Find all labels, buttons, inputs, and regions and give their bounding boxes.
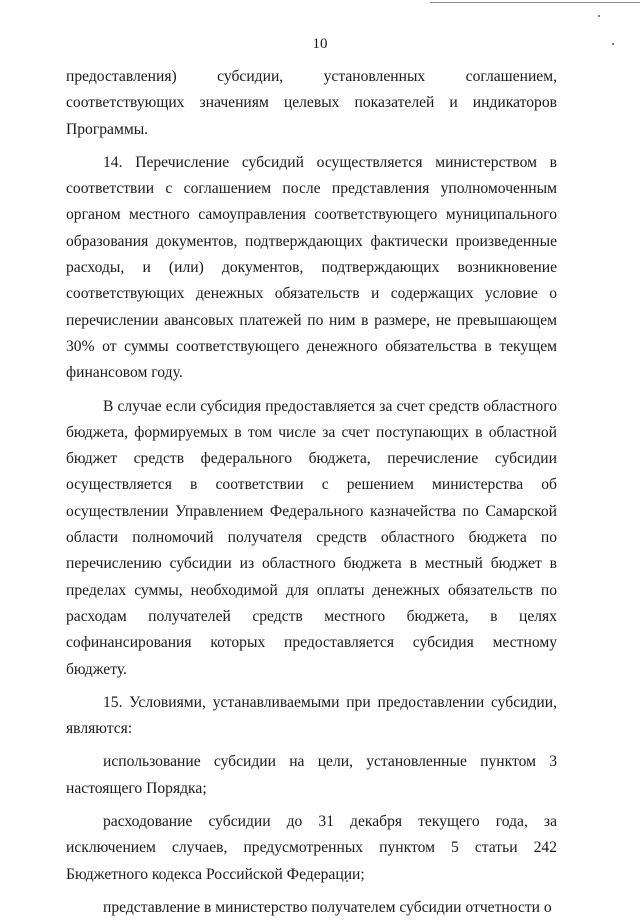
scan-speck [598, 15, 600, 17]
paragraph-regional-budget: В случае если субсидия предоставляется за счет средств областного бюджета, формируемых в том числе за счет поступающих в областной бюджет средств федерального бюджета, перечисление субсидии осуществляется в соответствии с решением министерства об осуществлении Управлением Федерального казначейства по Самарской области полномочий получателя средств областного бюджета по перечислению субсидии из областного бюджета в местный бюджет в пределах суммы, необходимой для оплаты денежных обязательств по расходам получателей средств местного бюджета, в целях софинансирования которых предоставляется субсидия местному бюджету. [66, 397, 557, 678]
paragraph-continuation: предоставления) субсидии, установленных соглашением, соответствующих значениям целевых показателей и индикаторов Программы. [66, 68, 557, 138]
paragraph-condition-use: использование субсидии на цели, установленные пунктом 3 настоящего Порядка; [66, 753, 557, 797]
scan-edge-line [430, 2, 640, 3]
paragraph-condition-spending: расходование субсидии до 31 декабря текущего года, за исключением случаев, предусмотренных пунктом 5 статьи 242 Бюджетного кодекса Российской Федерации; [66, 813, 557, 883]
document-body [66, 64, 557, 921]
paragraph-condition-reporting: представление в министерство получателем субсидии отчетности о [103, 898, 552, 916]
paragraph-item-15: 15. Условиями, устанавливаемыми при предоставлении субсидии, являются: [66, 693, 557, 738]
page-number: 10 [312, 36, 328, 52]
paragraph-item-14: 14. Перечисление субсидий осуществляется министерством в соответствии с соглашением после представления уполномоченным органом местного самоуправления соответствующего муниципального образования документов, подтверждающих фактически произведенные расходы, и (или) документов, подтверждающих возникновение соответствующих денежных обязательств и содержащих условие о перечислении авансовых платежей по ним в размере, не превышающем 30% от суммы соответствующего денежного обязательства в текущем финансовом году. [66, 153, 557, 382]
